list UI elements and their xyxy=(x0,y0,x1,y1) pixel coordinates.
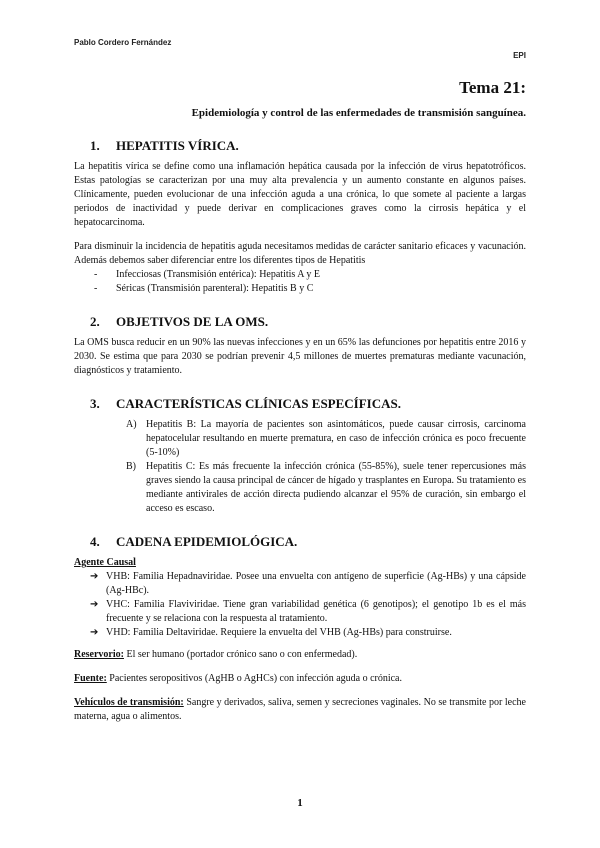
section-2-number: 2. xyxy=(90,314,100,329)
list-item-text: Infecciosas (Transmisión entérica): Hepatitis A y E xyxy=(116,269,321,280)
dash-marker: - xyxy=(94,269,98,280)
dash-marker: - xyxy=(94,283,98,294)
section-1-title: HEPATITIS VÍRICA. xyxy=(116,138,239,153)
section-4-heading xyxy=(74,534,526,550)
list-item-text: VHC: Familia Flaviviridae. Tiene gran variabilidad genética (6 genotipos); el genotipo 1b es el más frecuente y se relaciona con la respuesta al tratamiento. xyxy=(106,599,526,624)
document-title: Tema 21: xyxy=(459,78,526,97)
section-2-title: OBJETIVOS DE LA OMS. xyxy=(116,314,269,329)
source-label: Fuente: xyxy=(74,673,107,684)
list-item xyxy=(90,598,526,626)
list-item xyxy=(94,282,526,296)
section-3-title: CARACTERÍSTICAS CLÍNICAS ESPECÍFICAS. xyxy=(116,396,401,411)
arrow-icon: ➔ xyxy=(90,571,99,582)
section-2-paragraph-1: La OMS busca reducir en un 90% las nuevas infecciones y en un 65% las defunciones por hepatitis entre 2016 y 2030. Se estima que para 2030 se podrían prevenir 4,5 millones de muertes prematuras mediante vacunación, diagnósticos y tratamiento. xyxy=(74,337,526,376)
alpha-marker: B) xyxy=(126,461,136,472)
section-1-heading xyxy=(74,138,526,154)
causal-agents-list xyxy=(74,570,526,640)
header-course: EPI xyxy=(513,51,526,60)
list-item-text: Séricas (Transmisión parenteral): Hepatitis B y C xyxy=(116,283,314,294)
reservoir-paragraph xyxy=(74,648,526,662)
source-paragraph xyxy=(74,672,526,686)
alpha-marker: A) xyxy=(126,419,137,430)
vehicles-paragraph xyxy=(74,696,526,724)
list-item xyxy=(126,460,526,516)
section-3-heading xyxy=(74,396,526,412)
arrow-icon: ➔ xyxy=(90,627,99,638)
vehicles-label: Vehículos de transmisión: xyxy=(74,697,184,708)
section-2-heading xyxy=(74,314,526,330)
list-item xyxy=(90,570,526,598)
list-item-text: Hepatitis B: La mayoría de pacientes son asintomáticos, puede causar cirrosis, carcinoma hepatocelular resultando en muerte prematura, en caso de infección crónica es poco frecuente (5-10%) xyxy=(146,419,526,458)
page-number: 1 xyxy=(297,797,303,809)
section-3-number: 3. xyxy=(90,396,100,411)
header-author: Pablo Cordero Fernández xyxy=(74,38,172,47)
section-4-title: CADENA EPIDEMIOLÓGICA. xyxy=(116,534,298,549)
section-1-paragraph-2: Para disminuir la incidencia de hepatitis aguda necesitamos medidas de carácter sanitario eficaces y vacunación. Además debemos saber diferenciar entre los diferentes tipos de Hepatitis xyxy=(74,241,526,266)
section-4-number: 4. xyxy=(90,534,100,549)
hepatitis-types-list xyxy=(74,268,526,296)
list-item-text: VHD: Familia Deltaviridae. Requiere la envuelta del VHB (Ag-HBs) para construirse. xyxy=(106,627,452,638)
vehicles-text: Sangre y derivados, saliva, semen y secreciones vaginales. No se transmite por leche materna, agua o alimentos. xyxy=(74,697,526,722)
agent-causal-label: Agente Causal xyxy=(74,557,136,568)
list-item xyxy=(90,626,526,640)
reservoir-label: Reservorio: xyxy=(74,649,124,660)
document-subtitle: Epidemiología y control de las enfermedades de transmisión sanguínea. xyxy=(191,107,526,119)
source-text: Pacientes seropositivos (AgHB o AgHCs) con infección aguda o crónica. xyxy=(109,673,402,684)
list-item-text: VHB: Familia Hepadnaviridae. Posee una envuelta con antígeno de superficie (Ag-HBs) y una cápside (Ag-HBc). xyxy=(106,571,526,596)
section-1-paragraph-1: La hepatitis vírica se define como una inflamación hepática causada por la infección de virus hepatotróficos. Estas patologías se caracterizan por una muy alta prevalencia y un aumento constante en algunos países. Clínicamente, pueden evolucionar de una infección aguda a una crónica, lo que somete al paciente a largas periodos de inactividad y puede derivar en complicaciones graves como la cirrosis hepática y el hepatocarcinoma. xyxy=(74,161,526,228)
list-item-text: Hepatitis C: Es más frecuente la infección crónica (55-85%), suele tener repercusiones más graves siendo la causa principal de cáncer de hígado y trasplantes en Europa. Su tratamiento es mediante antivirales de acción directa pudiendo alcanzar el 95% de curación, sin embargo el acceso es escaso. xyxy=(146,461,526,514)
section-1-number: 1. xyxy=(90,138,100,153)
arrow-icon: ➔ xyxy=(90,599,99,610)
list-item xyxy=(94,268,526,282)
document-body xyxy=(74,78,526,724)
clinical-features-list xyxy=(74,418,526,516)
list-item xyxy=(126,418,526,460)
reservoir-text: El ser humano (portador crónico sano o con enfermedad). xyxy=(126,649,358,660)
